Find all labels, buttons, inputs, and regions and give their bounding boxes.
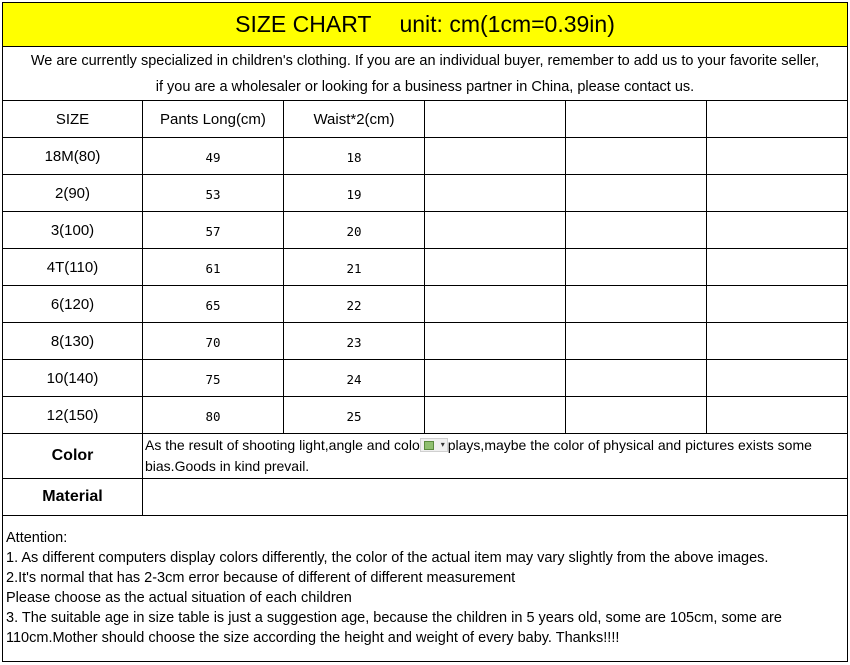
empty-cell [707, 360, 848, 397]
empty-cell [707, 249, 848, 286]
clipboard-icon [424, 441, 434, 450]
pants-long-cell: 61 [143, 249, 284, 286]
column-header-1: SIZE [2, 101, 143, 138]
empty-cell [425, 360, 566, 397]
pants-long-cell: 49 [143, 138, 284, 175]
intro-text [2, 47, 848, 101]
empty-cell [425, 323, 566, 360]
size-cell: 18M(80) [2, 138, 143, 175]
attention-line-2: 2.It's normal that has 2-3cm error because of different of different measurement [6, 570, 516, 586]
empty-cell [566, 212, 707, 249]
empty-cell [566, 286, 707, 323]
waist-cell: 19 [284, 175, 425, 212]
chart-title: SIZE CHART [235, 11, 372, 37]
empty-cell [425, 397, 566, 434]
attention-heading: Attention: [6, 530, 68, 546]
column-header-2: Pants Long(cm) [143, 101, 284, 138]
empty-cell [566, 397, 707, 434]
empty-cell [566, 360, 707, 397]
empty-cell [425, 138, 566, 175]
empty-cell [566, 323, 707, 360]
pants-long-cell: 75 [143, 360, 284, 397]
attention-line-4: 3. The suitable age in size table is just a suggestion age, because the children in 5 years old, some are 105cm, some are 110cm.Mother should choose the size according the height and weight of every baby. Thanks!!!! [6, 610, 782, 646]
column-header-3: Waist*2(cm) [284, 101, 425, 138]
empty-cell [425, 212, 566, 249]
size-cell: 2(90) [2, 175, 143, 212]
size-cell: 3(100) [2, 212, 143, 249]
material-value [143, 479, 848, 516]
attention-line-3: Please choose as the actual situation of each children [6, 590, 352, 606]
attention-line-1: 1. As different computers display colors differently, the color of the actual item may vary slightly from the above images. [6, 550, 769, 566]
pants-long-cell: 80 [143, 397, 284, 434]
waist-cell: 23 [284, 323, 425, 360]
pants-long-cell: 70 [143, 323, 284, 360]
empty-cell [707, 138, 848, 175]
empty-cell [566, 138, 707, 175]
waist-cell: 24 [284, 360, 425, 397]
column-header-5 [566, 101, 707, 138]
material-label: Material [2, 479, 143, 516]
color-note [143, 434, 848, 479]
intro-line-2: if you are a wholesaler or looking for a business partner in China, please contact us. [155, 79, 695, 95]
pants-long-cell: 65 [143, 286, 284, 323]
column-header-4 [425, 101, 566, 138]
empty-cell [566, 175, 707, 212]
paste-options-icon[interactable] [420, 438, 448, 452]
pants-long-cell: 57 [143, 212, 284, 249]
waist-cell: 22 [284, 286, 425, 323]
size-cell: 8(130) [2, 323, 143, 360]
color-note-text-end: plays,maybe the color of physical and pictures exists some bias.Goods in kind prevail. [145, 437, 812, 474]
color-label: Color [2, 434, 143, 479]
empty-cell [707, 323, 848, 360]
size-cell: 12(150) [2, 397, 143, 434]
attention-notes [2, 515, 848, 662]
intro-line-1: We are currently specialized in children's clothing. If you are an individual buyer, remember to add us to your favorite seller, [30, 53, 820, 69]
waist-cell: 21 [284, 249, 425, 286]
empty-cell [707, 397, 848, 434]
empty-cell [425, 286, 566, 323]
dropdown-arrow-icon: ▾ [440, 440, 445, 449]
column-header-6 [707, 101, 848, 138]
size-cell: 6(120) [2, 286, 143, 323]
waist-cell: 18 [284, 138, 425, 175]
empty-cell [707, 286, 848, 323]
size-chart-header [2, 2, 848, 47]
waist-cell: 20 [284, 212, 425, 249]
color-note-text-start: As the result of shooting light,angle and colo [145, 437, 420, 453]
unit-note: unit: cm(1cm=0.39in) [399, 11, 615, 37]
empty-cell [707, 175, 848, 212]
pants-long-cell: 53 [143, 175, 284, 212]
empty-cell [425, 249, 566, 286]
size-cell: 4T(110) [2, 249, 143, 286]
waist-cell: 25 [284, 397, 425, 434]
empty-cell [425, 175, 566, 212]
empty-cell [566, 249, 707, 286]
size-cell: 10(140) [2, 360, 143, 397]
empty-cell [707, 212, 848, 249]
